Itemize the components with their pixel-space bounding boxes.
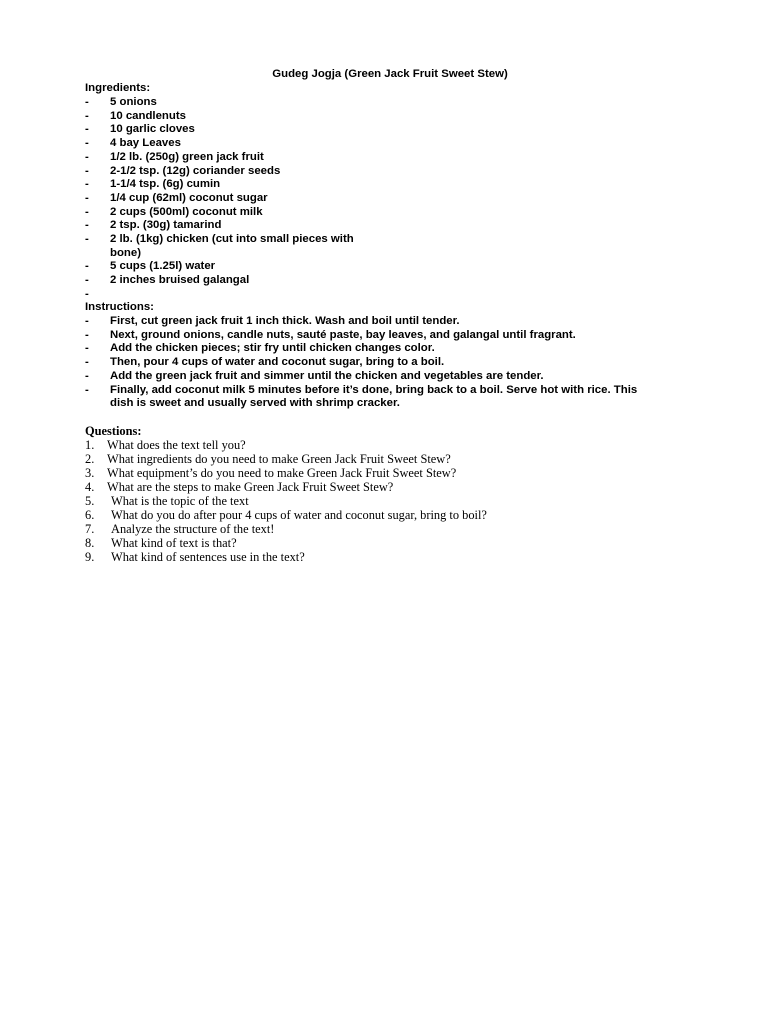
ingredient-item (85, 137, 368, 151)
ingredient-text: 5 onions (110, 96, 157, 108)
bullet-dash: - (85, 369, 89, 382)
instruction-text: Then, pour 4 cups of water and coconut sugar, bring to a boil. (110, 356, 445, 369)
questions-heading: Questions: (85, 424, 142, 438)
question-number: 8. (85, 536, 95, 550)
ingredient-text: 5 cups (1.25l) water (110, 260, 216, 273)
ingredient-text: 2 cups (500ml) coconut milk (110, 205, 263, 218)
bullet-dash: - (85, 96, 89, 108)
question-item (85, 494, 685, 508)
instruction-item (85, 329, 640, 343)
bullet-dash: - (85, 342, 89, 355)
bullet-dash: - (85, 205, 89, 218)
question-number: 6. (85, 508, 95, 522)
bullet-dash: - (85, 191, 89, 204)
ingredient-item-empty (85, 288, 368, 302)
bullet-dash: - (85, 123, 89, 136)
bullet-dash: - (85, 274, 89, 287)
ingredient-item (85, 206, 368, 220)
question-number: 2. (85, 452, 95, 466)
ingredient-text: 1-1/4 tsp. (6g) cumin (110, 178, 221, 191)
recipe-title: Gudeg Jogja (Green Jack Fruit Sweet Stew) (272, 68, 508, 80)
bullet-dash: - (85, 178, 89, 191)
ingredient-item (85, 260, 368, 274)
instruction-text: Add the green jack fruit and simmer until the chicken and vegetables are tender. (110, 369, 544, 382)
ingredient-item (85, 178, 368, 192)
bullet-dash: - (85, 383, 89, 396)
ingredient-text: 4 bay Leaves (110, 137, 181, 150)
ingredient-text: 2-1/2 tsp. (12g) coriander seeds (110, 164, 281, 177)
instructions-heading: Instructions: (85, 301, 154, 313)
question-item (85, 508, 685, 522)
question-text: What do you do after pour 4 cups of water and coconut sugar, bring to boil? (111, 508, 487, 522)
bullet-dash: - (85, 260, 89, 273)
instruction-item (85, 384, 640, 411)
question-text: Analyze the structure of the text! (111, 522, 275, 536)
question-text: What is the topic of the text (111, 494, 249, 508)
question-number: 3. (85, 466, 95, 480)
bullet-dash: - (85, 109, 89, 122)
questions-list (85, 438, 685, 564)
ingredient-item (85, 233, 368, 260)
instruction-text: Finally, add coconut milk 5 minutes before it’s done, bring back to a boil. Serve hot with rice. This dish is sweet and usually served with shrimp cracker. (110, 383, 638, 410)
instruction-item (85, 342, 640, 356)
instruction-text: Add the chicken pieces; stir fry until chicken changes color. (110, 342, 435, 355)
ingredient-text: 10 garlic cloves (110, 123, 195, 136)
question-item (85, 452, 685, 466)
bullet-dash: - (85, 315, 89, 327)
instruction-item (85, 370, 640, 384)
instruction-item (85, 356, 640, 370)
ingredient-text: 10 candlenuts (110, 109, 186, 122)
bullet-dash: - (85, 328, 89, 341)
question-item (85, 550, 685, 564)
ingredient-item (85, 219, 368, 233)
question-text: What kind of sentences use in the text? (111, 550, 305, 564)
bullet-dash: - (85, 219, 89, 232)
question-number: 9. (85, 550, 95, 564)
ingredients-list (85, 96, 368, 302)
bullet-dash: - (85, 356, 89, 369)
question-text: What ingredients do you need to make Green Jack Fruit Sweet Stew? (107, 452, 451, 466)
question-item (85, 466, 685, 480)
question-number: 4. (85, 480, 95, 494)
ingredient-text: 2 inches bruised galangal (110, 274, 250, 287)
question-text: What does the text tell you? (107, 438, 246, 452)
question-text: What equipment’s do you need to make Green Jack Fruit Sweet Stew? (107, 466, 457, 480)
instruction-text: First, cut green jack fruit 1 inch thick. Wash and boil until tender. (110, 315, 460, 327)
question-item (85, 536, 685, 550)
bullet-dash: - (85, 150, 89, 163)
ingredient-item (85, 151, 368, 165)
bullet-dash: - (85, 287, 89, 300)
bullet-dash: - (85, 164, 89, 177)
bullet-dash: - (85, 137, 89, 150)
ingredient-item (85, 274, 368, 288)
instruction-item (85, 315, 640, 329)
ingredient-item (85, 165, 368, 179)
ingredient-item (85, 123, 368, 137)
question-number: 5. (85, 494, 95, 508)
question-item (85, 480, 685, 494)
question-text: What are the steps to make Green Jack Fruit Sweet Stew? (107, 480, 394, 494)
ingredient-text: 1/2 lb. (250g) green jack fruit (110, 150, 264, 163)
ingredient-item (85, 192, 368, 206)
question-number: 7. (85, 522, 95, 536)
bullet-dash: - (85, 233, 89, 246)
instructions-list (85, 315, 640, 411)
question-item (85, 438, 685, 452)
instruction-text: Next, ground onions, candle nuts, sauté paste, bay leaves, and galangal until fragrant. (110, 328, 576, 341)
question-item (85, 522, 685, 536)
ingredients-heading: Ingredients: (85, 82, 151, 94)
question-text: What kind of text is that? (111, 536, 237, 550)
ingredient-text: 2 tsp. (30g) tamarind (110, 219, 222, 232)
ingredient-text: 2 lb. (1kg) chicken (cut into small pieces with bone) (110, 233, 354, 259)
ingredient-item (85, 110, 368, 124)
ingredient-item (85, 96, 368, 110)
ingredient-text: 1/4 cup (62ml) coconut sugar (110, 191, 268, 204)
question-number: 1. (85, 438, 95, 452)
